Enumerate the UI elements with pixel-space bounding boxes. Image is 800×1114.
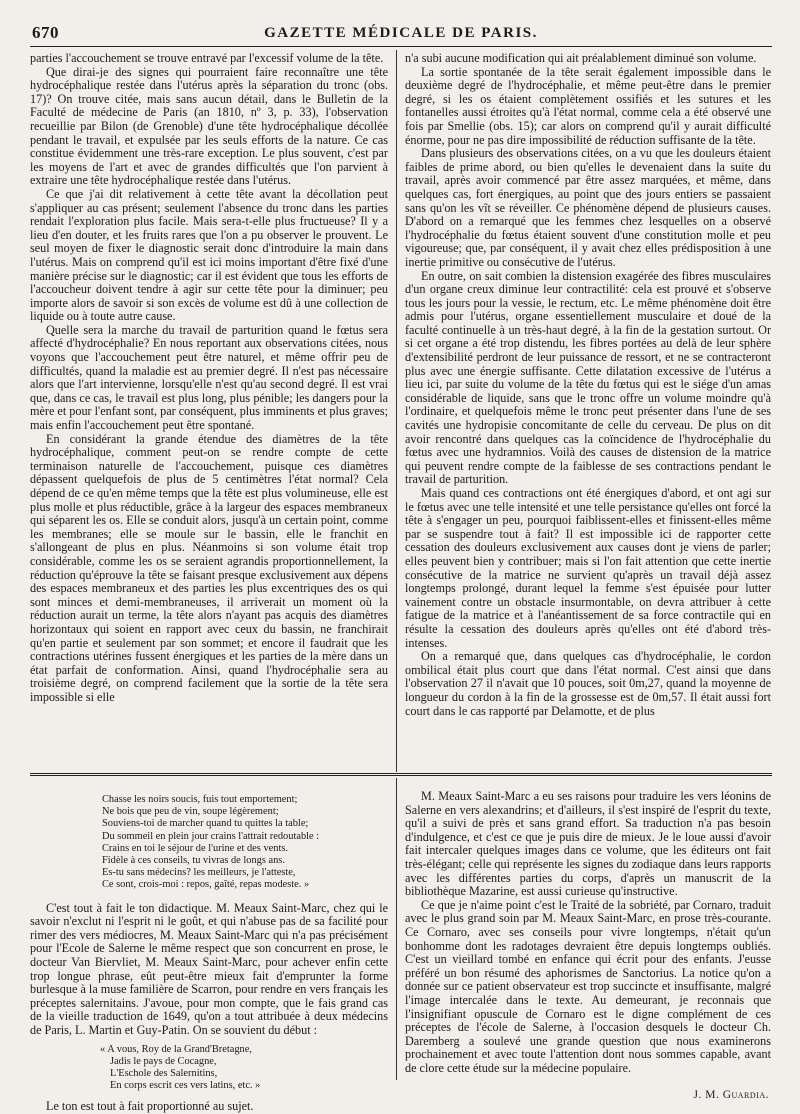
verse-line: « A vous, Roy de la Grand'Bretagne, [100,1043,252,1055]
salerne-verse-quote [102,794,388,892]
author-signature: J. M. Guardia. [693,1089,769,1102]
page-header [30,22,772,47]
left-column-article [30,52,388,768]
article-paragraph: parties l'accouchement se trouve entravé par l'excessif volume de la tête. [30,51,384,65]
article-paragraph: Que dirai-je des signes qui pourraient faire reconnaître une tête hydrocéphalique restée dans l'utérus après la séparation du tronc (obs. 17)? On trouve citée, mais sans aucun détail, dans le Bulletin de la Faculté de médecine de Paris (an 1810, nº 3, p. 33), l'observation recueillie par Bilon (de Grenoble) d'une tête hydrocéphalique décollée pendant le travail, et expulsée par les seuls efforts de la nature. Ce cas constitue évidemment une très-rare exception. Le plus souvent, c'est par les moyens de l'art et avec de grandes difficultés que l'on parvient à extraire une tête hydrocéphalique restée dans l'utérus. [30,64,388,188]
feuilleton-paragraph: C'est tout à fait le ton didactique. M. Meaux Saint-Marc, chez qui le savoir n'exclut ni l'esprit ni le goût, et qui n'abuse pas de sa facilité pour rimer des vers médiocres, M. Meaux Saint-Marc qui n'a pas précisément pour l'Ecole de Salerne le même respect que son concurrent en prose, le docteur Van Biervliet, M. Meaux Saint-Marc, pour achever enfin cette trop longue phrase, eût peut-être mieux fait d'emprunter la forme burlesque à la muse familière de Scarron, pour rendre en vers français les préceptes salernitains. J'avoue, pour mon compte, que le fais grand cas de la vieille traduction de 1649, qu'on a tout attribuée à deux médecins de Paris, L. Martin et Guy-Patin. On se souvient du début : [30,900,388,1037]
verse-line: Souviens-toi de marcher quand tu quittes la table; [102,818,309,830]
verse-line: Chasse les noirs soucis, fuis tout emportement; [102,794,298,805]
verse-line: Du sommeil en plein jour crains l'attrait redoutable : [102,830,320,842]
column-divider-top [396,50,397,772]
right-column-article [405,52,771,768]
journal-title: GAZETTE MÉDICALE DE PARIS. [264,25,538,41]
article-paragraph: La sortie spontanée de la tête serait également impossible dans le deuxième degré de l'hydrocéphalie, et même peut-être dans le premier degré, si les os étaient complètement ossifiés et les sutures et les fontanelles aussi étroites qu'à l'état normal, comme cela a été observé une fois par Smellie (obs. 15); car alors on comprend qu'il y aurait difficulté énorme, pour ne pas dire impossibilité de réduction suffisante de la tête. [405,64,771,147]
verse-line: Es-tu sans médecins? les meilleurs, je l'atteste, [102,867,296,879]
verse-line: L'Eschole des Salernitins, [110,1067,218,1079]
closing-sentence: Le ton est tout à fait proportionné au sujet. [46,1099,254,1114]
article-paragraph: Quelle sera la marche du travail de parturition quand le fœtus sera affecté d'hydrocéphalie? En nous reportant aux observations citées, nous voyons que l'accouchement peut être naturel, et même offrir peu de difficultés, quand la maladie est au premier degré. Il n'est pas nécessaire alors que l'art intervienne, lorsqu'elle n'est qu'au second degré. Il est vrai que, dans ce cas, le travail est plus long, plus pénible; les dangers pour la mère et pour l'enfant sont, par conséquent, plus imminents et plus graves; mais enfin l'accouchement peut être spontané. [30,322,388,433]
column-divider-bottom [396,778,397,1080]
old-translation-quote [100,1044,388,1093]
feuilleton-left-column [30,790,388,1114]
article-paragraph: En outre, on sait combien la distension exagérée des fibres musculaires d'un organe creux diminue leur contractilité: cela est prouvé et s'observe tous les jours pour la vessie, le rectum, etc. Le même phénomène doit être admis pour l'utérus, organe essentiellement musculaire et doué de la faculté continuelle à un très-haut degré, à la fin de la gestation surtout. Or si cet organe a été trop distendu, les fibres portées au delà de leur sphère d'extensibilité perdront de leur puissance de ressort, et ne se contracteront plus avec une énergie suffisante. Cette dilatation excessive de l'utérus a lieu ici, par suite du volume de la tête du fœtus qui est le siége d'un amas considérable de liquide, sans que le tronc offre un volume moindre qu'à l'ordinaire, et quelquefois même le tronc peut présenter dans l'une de ses cavités une hydropisie concomitante de celle du cerveau. De plus on dit avoir rencontré dans quelques cas la coïncidence de l'hydrocéphalie du fœtus avec une hydramnios. Voilà des causes de distension de la matrice qui peuvent rendre compte de la faiblesse de ses contractions pendant le travail de parturition. [405,268,771,487]
section-divider [30,773,772,776]
verse-line: Ce sont, crois-moi : repos, gaîté, repas modeste. » [102,879,310,891]
article-paragraph: Dans plusieurs des observations citées, on a vu que les douleurs étaient faibles de prime abord, ou bien qu'elles le devenaient dans la suite du travail, après avoir commencé par être assez marquées, et même, dans quelques cas, fort énergiques, au point que des jours entiers se passaient sans qu'on les vît se réveiller. Ce phénomène dépend de plusieurs causes. D'abord on a remarqué que les femmes chez lesquelles on a observé l'hydrocéphalie du fœtus étaient souvent d'une constitution molle et peu vigoureuse; que, par conséquent, il y avait chez elles prédisposition à une inertie primitive ou consécutive de l'utérus. [405,146,771,269]
article-paragraph: On a remarqué que, dans quelques cas d'hydrocéphalie, le cordon ombilical était plus court que dans l'état normal. C'est ainsi que dans l'observation 27 il n'avait que 10 pouces, soit 0m,27, quand la moyenne de longueur du cordon à la fin de la grossesse est de 0m,57. Il était aussi fort court dans le cas rapporté par Delamotte, et de plus [405,649,771,718]
verse-line: En corps escrit ces vers latins, etc. » [110,1080,261,1092]
feuilleton-paragraph: Ce que je n'aime point c'est le Traité de la sobriété, par Cornaro, traduit avec le plus grand soin par M. Meaux Saint-Marc, en prose très-courante. Ce Cornaro, avec ses conseils pour vivre longtemps, n'était qu'un bonhomme dont les radotages devraient être depuis longtemps oubliés. C'est un vieillard tombé en enfance qui écrit pour des enfants. J'eusse préféré un bon résumé des aphorismes de Sanctorius. La notice qu'on a donnée sur ce patient observateur est trop succincte et insuffisante, malgré l'image intercalée dans le texte. Au demeurant, je reconnais que l'insignifiant opuscule de Cornaro est le digne complément de ces préceptes de l'école de Salerne, à l'occasion desquels le docteur Ch. Daremberg a soulevé une grande question que nous examinerons prochainement et avec toute l'attention dont nous sommes capable, avant de clore cette étude sur la médecine populaire. [405,897,771,1075]
page-number: 670 [32,23,59,42]
feuilleton-right-column [405,789,771,1102]
verse-line: Jadis le pays de Cocagne, [110,1055,217,1067]
article-paragraph: En considérant la grande étendue des diamètres de la tête hydrocéphalique, comment peut-on se rendre compte de cette terminaison naturelle de l'accouchement, puisque ces diamètres dépassent quelquefois de plus de 5 centimètres l'état normal? Cela dépend de ce qu'en même temps que la tête est plus volumineuse, elle est plus molle et plus réductible, grâce à la largeur des espaces membraneux qui séparent les os. Elle se conduit alors, jusqu'à un certain point, comme les membranes; elle se moule sur le bassin, elle le franchit en s'allongeant de plus en plus. Néanmoins si son volume était trop considérable, comme les os se seraient agrandis proportionnellement, la réduction qu'éprouve la tête se faisant presque exclusivement aux dépens des espaces membraneux et des parties les plus excentriques des os qui sont minces et demi-membraneuses, il arriverait un moment où la réduction aurait un terme, la tête alors n'ayant pas acquis des diamètres horizontaux qui soient en rapport avec ceux du bassin, ne franchirait qu'en partie et seulement par son sommet; et encore il faudrait que les contractions utérines fussent énergiques et les parties de la mère dans un état parfait de conformation. Ainsi, quand l'hydrocéphalie sera au troisième degré, on comprend facilement que la sortie de la tête sera impossible si elle [30,431,388,704]
article-paragraph: Mais quand ces contractions ont été énergiques d'abord, et ont agi sur le fœtus avec une telle intensité et une telle persistance qu'elles ont forcé la tête à s'engager un peu, pourquoi faiblissent-elles et finissent-elles même par se suspendre tout à fait? Il est impossible ici de rapporter cette cessation des douleurs exclusivement aux causes dont je viens de parler; elles peuvent bien y contribuer; mais si l'on fait attention que cette inertie consécutive de la matrice ne survient qu'après un travail déjà assez longtemps prolongé, durant lequel la femme s'est épuisée pour lutter vainement contre un obstacle insurmontable, on devra attribuer à cette fatigue de la matrice et à l'anéantissement de sa force contractile qui en résulte la cessation des douleurs après qu'elles ont été d'abord très-intenses. [405,486,771,650]
feuilleton-paragraph: M. Meaux Saint-Marc a eu ses raisons pour traduire les vers léonins de Salerne en vers alexandrins; et d'ailleurs, il s'est inspiré de l'esprit du texte, qu'il a suivi de près et sans grand effort. Sa traduction n'a pas besoin d'indulgence, et c'est ce que je puis dire de mieux. Je le loue aussi d'avoir fait intercaler quelques images dans ce volume, que les éditeurs ont fait très-élégant; celle qui représente les signes du zodiaque dans leurs rapports avec les différentes parties du corps, d'après un manuscrit de la bibliothèque Mazarine, est aussi curieuse qu'instructive. [405,789,771,899]
article-paragraph: Ce que j'ai dit relativement à cette tête avant la décollation peut s'appliquer au cas présent; seulement l'absence du tronc dans les parties rendait l'exploration plus facile. Mais sera-t-elle plus fructueuse? Il y a lieu d'en douter, et les fruits rares que l'on a pu observer le prouvent. Le seul moyen de fixer le diagnostic serait donc d'introduire la main dans l'utérus. Mais on comprend qu'il est ici moins important d'être fixé d'une manière précise sur le diagnostic; car il est évident que tous les efforts de l'accoucheur doivent tendre à agir sur cette tête pour la diminuer; peu importe alors de savoir si son excès de volume est dû à une collection de liquide ou à toute autre cause. [30,186,388,324]
verse-line: Fidèle à ces conseils, tu vivras de longs ans. [102,855,285,867]
verse-line: Crains en toi le séjour de l'urine et des vents. [102,842,288,854]
article-paragraph: n'a subi aucune modification qui ait préalablement diminué son volume. [405,51,757,65]
verse-line: Ne bois que peu de vin, soupe légèrement; [102,806,279,818]
